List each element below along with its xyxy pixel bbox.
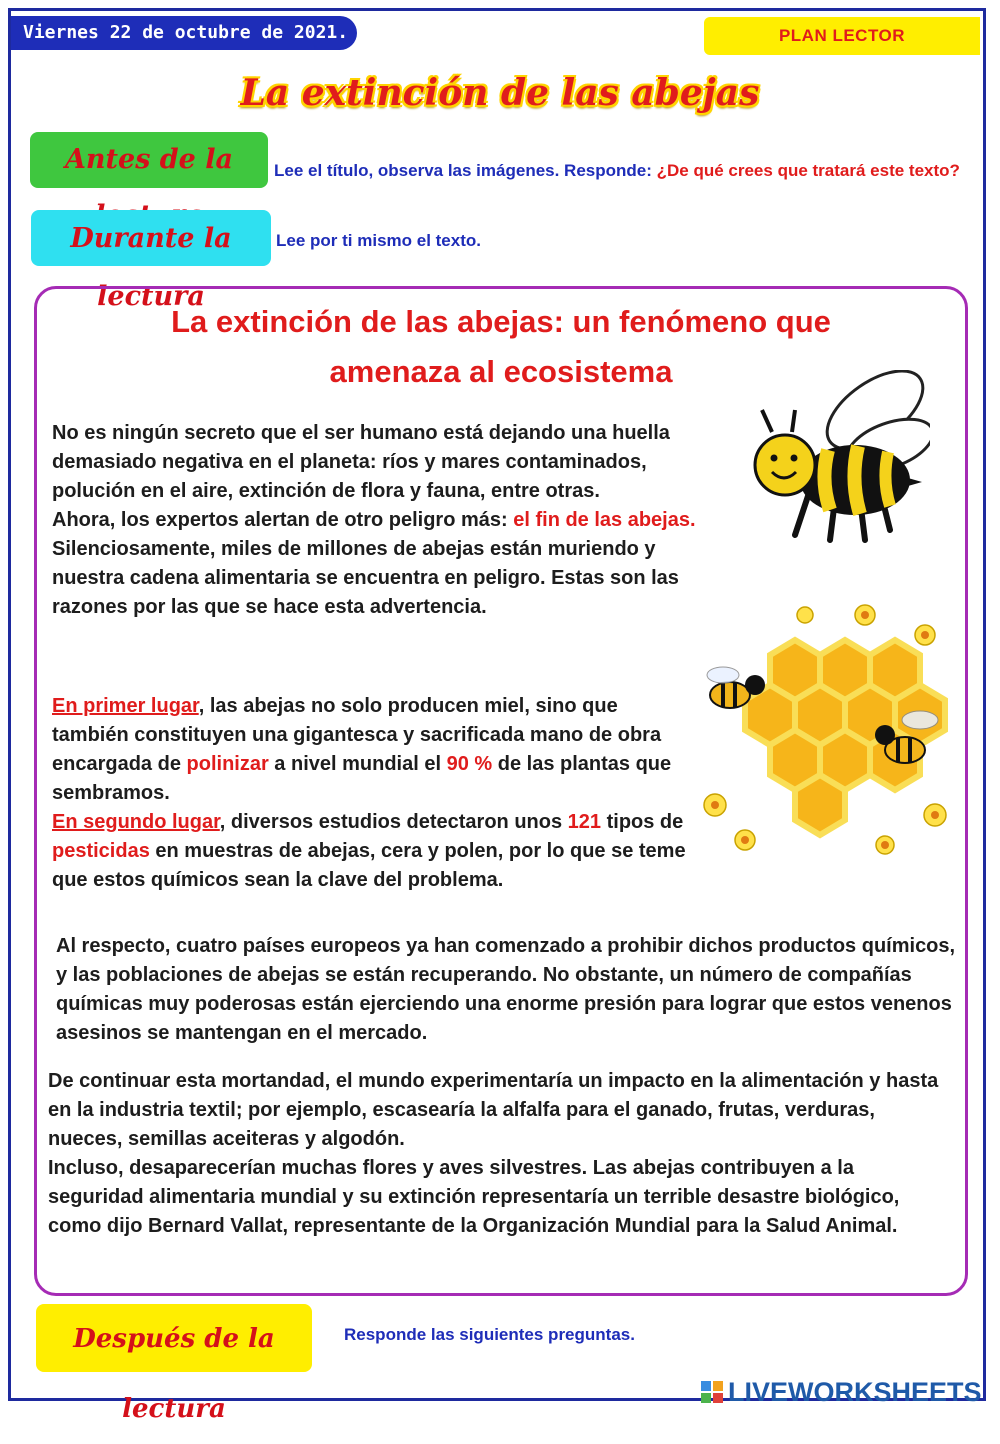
- p2-number: 121: [567, 811, 602, 833]
- p2-first: En primer lugar: [52, 695, 199, 717]
- paragraph-2: [52, 692, 692, 895]
- page-title: La extinción de las abejas: [240, 72, 760, 114]
- p2-text-b: a nivel mundial el: [268, 753, 447, 775]
- paragraph-4: [48, 1067, 948, 1241]
- antes-label: Antes de la: [30, 132, 268, 188]
- antes-instruction: [274, 161, 960, 181]
- p2-text-d: , diversos estudios detectaron unos: [219, 811, 568, 833]
- p2-text-a: , las abejas no solo producen miel, sino que también constituyen una gigantesca y sacrificada mano de obra encargada de: [52, 695, 662, 775]
- p4-text-b: Incluso, desaparecerían muchas flores y aves silvestres. Las abejas contribuyen a la seguridad alimentaria mundial y su extinción representaría un terrible desastre biológico, como dijo Bernard Vallat, representante de la Organización Mundial para la Salud Animal.: [48, 1157, 900, 1237]
- honeycomb-icon: [685, 595, 960, 865]
- watermark-text: LIVEWORKSHEETS: [728, 1377, 982, 1407]
- p2-pesticidas: pesticidas: [52, 840, 150, 862]
- liveworksheets-logo-icon: [700, 1380, 724, 1404]
- paragraph-1: [52, 419, 712, 622]
- p1-text-c: Silenciosamente, miles de millones de abejas están muriendo y nuestra cadena alimentaria se encuentra en peligro. Estas son las razones por las que se hace esta advertencia.: [52, 538, 679, 618]
- bee-icon: [750, 370, 930, 555]
- reading-title-line2: amenaza al ecosistema: [329, 354, 673, 389]
- p1-text-b: Ahora, los expertos alertan de otro peligro más:: [52, 509, 514, 531]
- p1-text-a: No es ningún secreto que el ser humano está dejando una huella demasiado negativa en el planeta: ríos y mares contaminados, polución en el aire, extinción de flora y fauna, entre otras.: [52, 422, 670, 502]
- plan-lector-badge: PLAN LECTOR: [704, 17, 980, 55]
- despues-label: Después de la lectura: [36, 1304, 312, 1372]
- paragraph-3: Al respecto, cuatro países europeos ya han comenzado a prohibir dichos productos químicos, y las poblaciones de abejas se están recuperando. No obstante, un número de compañías químicas muy poderosas están ejerciendo una enorme presión para lograr que estos venenos asesinos se mantengan en el mercado.: [56, 935, 956, 1044]
- p2-second: En segundo lugar: [52, 811, 220, 833]
- p2-percent: 90 %: [446, 753, 493, 775]
- p2-text-c: de las plantas que sembramos.: [52, 753, 672, 804]
- antes-instruction-text: Lee el título, observa las imágenes. Responde:: [274, 161, 657, 180]
- p1-highlight: el fin de las abejas.: [513, 509, 696, 531]
- p2-text-f: en muestras de abejas, cera y polen, por lo que se teme que estos químicos sean la clave del problema.: [52, 840, 686, 891]
- despues-instruction: Responde las siguientes preguntas.: [344, 1325, 635, 1344]
- durante-label: Durante la lectura: [31, 210, 271, 266]
- p2-text-e: tipos de: [601, 811, 684, 833]
- date-banner: Viernes 22 de octubre de 2021.: [11, 16, 357, 50]
- durante-instruction: Lee por ti mismo el texto.: [276, 231, 481, 250]
- reading-title-line1: La extinción de las abejas: un fenómeno que: [171, 304, 831, 339]
- p2-polinizar: polinizar: [186, 753, 269, 775]
- liveworksheets-watermark: [700, 1376, 995, 1408]
- p4-text-a: De continuar esta mortandad, el mundo experimentaría un impacto en la alimentación y hasta en la industria textil; por ejemplo, escasearía la alfalfa para el ganado, frutas, verduras, nueces, semillas aceiteras y algodón.: [48, 1070, 939, 1150]
- antes-question: ¿De qué crees que tratará este texto?: [656, 161, 960, 180]
